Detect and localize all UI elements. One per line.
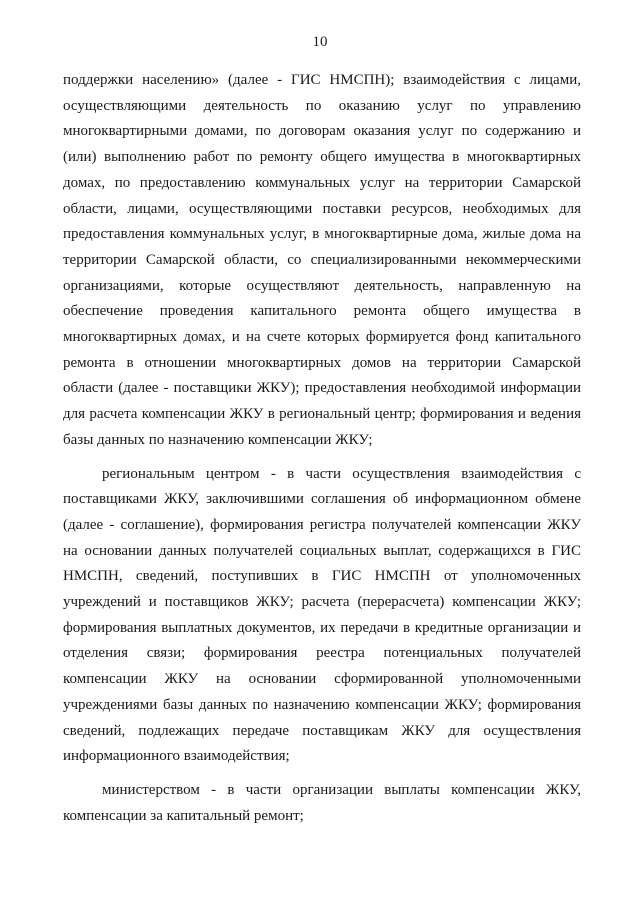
page-number: 10 (312, 34, 328, 50)
paragraph-continuation: поддержки населению» (далее - ГИС НМСПН); взаимодействия с лицами, осуществляющими деятельность по оказанию услуг по управлению многоквартирными домами, по договорам оказания услуг по содержанию и (или) выполнению работ по ремонту общего имущества в многоквартирных домах, по предоставлению коммунальных услуг на территории Самарской области, лицами, осуществляющими поставки ресурсов, необходимых для предоставления коммунальных услуг, в многоквартирные дома, жилые дома на территории Самарской области, со специализированными некоммерческими организациями, которые осуществляют деятельность, направленную на обеспечение проведения капитального ремонта общего имущества в многоквартирных домах, и на счете которых формируется фонд капитального ремонта в отношении многоквартирных домов на территории Самарской области (далее - поставщики ЖКУ); предоставления необходимой информации для расчета компенсации ЖКУ в региональный центр; формирования и ведения базы данных по назначению компенсации ЖКУ; (63, 72, 581, 448)
paragraph-regional-center: региональным центром - в части осуществления взаимодействия с поставщиками ЖКУ, заключившими соглашения об информационном обмене (далее - соглашение), формирования регистра получателей компенсации ЖКУ на основании данных получателей социальных выплат, содержащихся в ГИС НМСПН, сведений, поступивших в ГИС НМСПН от уполномоченных учреждений и поставщиков ЖКУ; расчета (перерасчета) компенсации ЖКУ; формирования выплатных документов, их передачи в кредитные организации и отделения связи; формирования реестра потенциальных получателей компенсации ЖКУ на основании сформированной уполномоченными учреждениями базы данных по назначению компенсации ЖКУ; формирования сведений, подлежащих передаче поставщикам ЖКУ для осуществления информационного взаимодействия; (63, 465, 581, 765)
paragraph-ministry: министерством - в части организации выплаты компенсации ЖКУ, компенсации за капитальный ремонт; (63, 781, 581, 824)
document-body (63, 68, 581, 829)
